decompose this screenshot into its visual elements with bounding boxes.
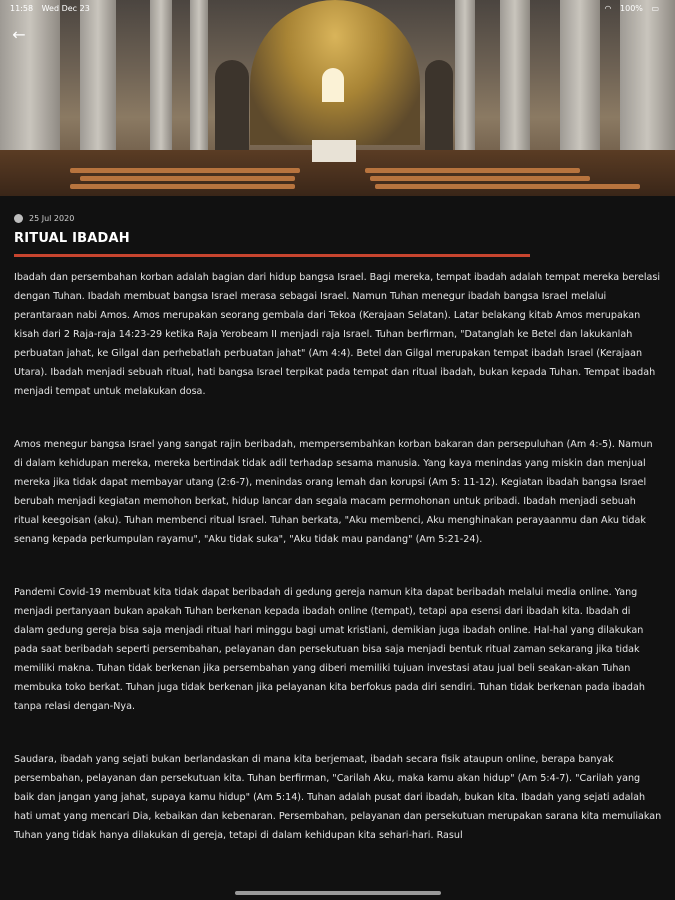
status-battery: 100% [620, 3, 643, 13]
article-title: RITUAL IBADAH [14, 231, 130, 246]
article-meta [14, 214, 74, 223]
title-underline [14, 254, 530, 257]
status-day: Wed Dec 23 [41, 3, 90, 13]
battery-icon: ▭ [651, 3, 659, 13]
article-body[interactable] [14, 268, 662, 879]
wifi-icon: ◠ [604, 3, 612, 13]
hero-image [0, 0, 675, 196]
article-paragraph: Amos menegur bangsa Israel yang sangat rajin beribadah, mempersembahkan korban bakaran dan persepuluhan (Am 4:-5). Namun di dalam kehidupan mereka, mereka bertindak tidak adil terhadap sesama manusia. Yang kaya menindas yang miskin dan menjual mereka jika tidak dapat membayar utang (2:6-7), menindas orang lemah dan korupsi (Am 5: 11-12). Kegiatan ibadah bangsa Israel berubah menjadi kegiatan memohon berkat, hidup lancar dan segala macam permohonan untuk pribadi. Ibadah menjadi sebuah ritual keegoisan (aku). Tuhan membenci ritual Israel. Tuhan berkata, "Aku membenci, Aku menghinakan perayaanmu dan Aku tidak senang kepada perkumpulan rayamu", "Aku tidak suka", "Aku tidak mau pandang" (Am 5:21-24). [14, 439, 653, 545]
status-time: 11:58 [10, 3, 34, 13]
arrow-left-icon: ← [12, 25, 26, 44]
article-paragraph: Ibadah dan persembahan korban adalah bagian dari hidup bangsa Israel. Bagi mereka, tempat ibadah adalah tempat mereka berelasi dengan Tuhan. Ibadah membuat bangsa Israel merasa sebagai Israel. Namun Tuhan menegur ibadah bangsa Israel melalui perantaraan nabi Amos. Amos merupakan seorang gembala dari Tekoa (Kerajaan Selatan). Latar belakang kitab Amos merupakan kisah dari 2 Raja-raja 14:23-29 ketika Raja Yerobeam II menjadi raja Israel. Tuhan berfirman, "Datanglah ke Betel dan lakukanlah perbuatan jahat, ke Gilgal dan perhebatlah perbuatan jahat" (Am 4:4). Betel dan Gilgal merupakan tempat ibadah Israel (Kerajaan Utara). Ibadah menjadi sebuah ritual, hati bangsa Israel terpikat pada tempat dan ritual ibadah, bukan kepada Tuhan. Tempat ibadah menjadi tempat untuk melakukan dosa. [14, 272, 661, 397]
clock-icon [14, 214, 23, 223]
home-indicator[interactable] [235, 891, 441, 895]
back-button[interactable] [8, 24, 30, 46]
status-bar [0, 0, 675, 16]
article-date: 25 Jul 2020 [29, 214, 75, 223]
article-paragraph: Saudara, ibadah yang sejati bukan berlandaskan di mana kita berjemaat, ibadah secara fisik ataupun online, berapa banyak persembahan, pelayanan dan persekutuan kita. Tuhan berfirman, "Carilah Aku, maka kamu akan hidup" (Am 5:4-7). "Carilah yang baik dan jangan yang jahat, supaya kamu hidup" (Am 5:14). Tuhan adalah pusat dari ibadah, bukan kita. Ibadah yang sejati adalah hati umat yang mencari Dia, kebaikan dan kebenaran. Persembahan, pelayanan dan persekutuan merupakan sarana kita memuliakan Tuhan yang tidak hanya dilakukan di gereja, tetapi di dalam kehidupan kita sehari-hari. Rasul [14, 754, 662, 841]
article-paragraph: Pandemi Covid-19 membuat kita tidak dapat beribadah di gedung gereja namun kita dapat beribadah melalui media online. Yang menjadi pertanyaan bukan apakah Tuhan berkenan kepada ibadah online (tempat), tetapi apa esensi dari ibadah kita. Ibadah di dalam gedung gereja bisa saja menjadi ritual hari minggu bagi umat kristiani, demikian juga ibadah online. Hal-hal yang dilakukan pada saat beribadah seperti persembahan, pelayanan dan persekutuan bisa saja menjadi bentuk ritual zaman sekarang jika tidak memiliki makna. Tuhan tidak berkenan jika persembahan yang diberi memiliki tujuan investasi atau jual beli seakan-akan Tuhan membuka toko berkat. Tuhan juga tidak berkenan jika pelayanan kita berfokus pada diri sendiri. Tuhan tidak berkenan pada ibadah tanpa relasi dengan-Nya. [14, 587, 645, 712]
